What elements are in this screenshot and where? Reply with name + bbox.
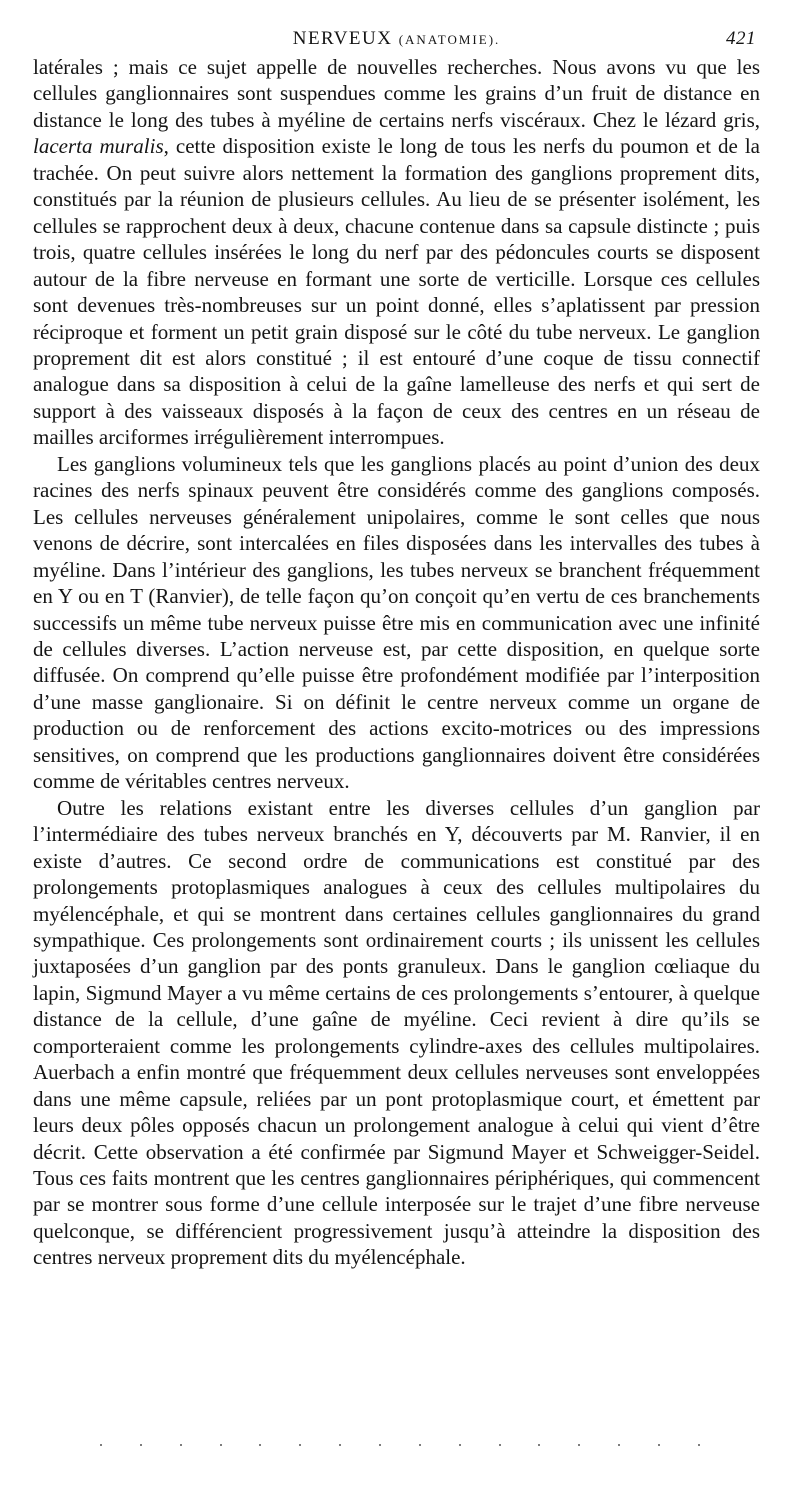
paragraph-1-text: latérales ; mais ce sujet appelle de nouvelles recherches. Nous avons vu que les cellules ganglionnaires sont suspendues comme les grains d’un fruit de distance en distance le long des tubes à myéline de certains nerfs viscéraux. Chez le lézard gris, — [33, 55, 760, 132]
header-title: NERVEUX — [292, 28, 393, 49]
species-name: lacerta muralis — [33, 134, 164, 159]
body-text — [33, 54, 760, 1271]
page-number: 421 — [726, 28, 756, 49]
page — [33, 24, 760, 1271]
paragraph-1-tail: , cette disposition existe le long de tous les nerfs du poumon et de la trachée. On peut suivre alors nettement la formation des ganglions proprement dits, constitués par la réunion de plusieurs cellules. Au lieu de se présenter isolément, les cellules se rapprochent deux à deux, chacune contenue dans sa capsule distincte ; puis trois, quatre cellules insérées le long du nerf par des pédoncules courts se disposent autour de la fibre nerveuse en formant une sorte de verticille. Lorsque ces cellules sont devenues très-nombreuses sur un point donné, elles s’aplatissent par pression réciproque et forment un petit grain disposé sur le côté du tube nerveux. Le ganglion proprement dit est alors constitué ; il est entouré d’une coque de tissu connectif analogue dans sa disposition à celui de la gaîne lamelleuse des nerfs et qui sert de support à des vaisseaux disposés à la façon de ceux des centres en un réseau de mailles arciformes irrégulièrement interrompues. — [33, 134, 761, 450]
running-title — [33, 28, 760, 50]
header-subtitle: (ANATOMIE). — [398, 32, 501, 47]
running-header — [33, 24, 760, 54]
paragraph-2: Les ganglions volumineux tels que les ganglions placés au point d’union des deux racines des nerfs spinaux peuvent être considérés comme des ganglions composés. Les cellules nerveuses généralement unipolaires, comme le sont celles que nous venons de décrire, sont intercalées en files disposées dans les intervalles des tubes à myéline. Dans l’intérieur des ganglions, les tubes nerveux se branchent fréquemment en Y ou en T (Ranvier), de telle façon qu’on conçoit qu’en vertu de ces branchements successifs un même tube nerveux puisse être mis en communication avec une infinité de cellules diverses. L’action nerveuse est, par cette disposition, en quelque sorte diffusée. On comprend qu’elle puisse être profondément modifiée par l’interposition d’une masse ganglionaire. Si on définit le centre nerveux comme un organe de production ou de renforcement des actions excito-motrices ou des impressions sensitives, on comprend que les productions ganglionnaires doivent être considérées comme de véritables centres nerveux. — [33, 451, 760, 794]
paragraph-1 — [33, 54, 760, 451]
footer-dot-rule — [100, 1440, 700, 1450]
paragraph-3: Outre les relations existant entre les diverses cellules d’un ganglion par l’intermédiaire des tubes nerveux branchés en Y, découverts par M. Ranvier, il en existe d’autres. Ce second ordre de communications est constitué par des prolongements protoplasmiques analogues à ceux des cellules multipolaires du myélencéphale, et qui se montrent dans certaines cellules ganglionnaires du grand sympathique. Ces prolongements sont ordinairement courts ; ils unissent les cellules juxtaposées d’un ganglion par des ponts granuleux. Dans le ganglion cœliaque du lapin, Sigmund Mayer a vu même certains de ces prolongements s’entourer, à quelque distance de la cellule, d’une gaîne de myéline. Ceci revient à dire qu’ils se comporteraient comme les prolongements cylindre-axes des cellules multipolaires. Auerbach a enfin montré que fréquemment deux cellules nerveuses sont enveloppées dans une même capsule, reliées par un pont protoplasmique court, et émettent par leurs deux pôles opposés chacun un prolongement analogue à celui qui vient d’être décrit. Cette observation a été confirmée par Sigmund Mayer et Schweigger-Seidel. Tous ces faits montrent que les centres ganglionnaires périphériques, qui commencent par se montrer sous forme d’une cellule interposée sur le trajet d’une fibre nerveuse quelconque, se différencient progressivement jusqu’à atteindre la disposition des centres nerveux proprement dits du myélencéphale. — [33, 795, 760, 1270]
